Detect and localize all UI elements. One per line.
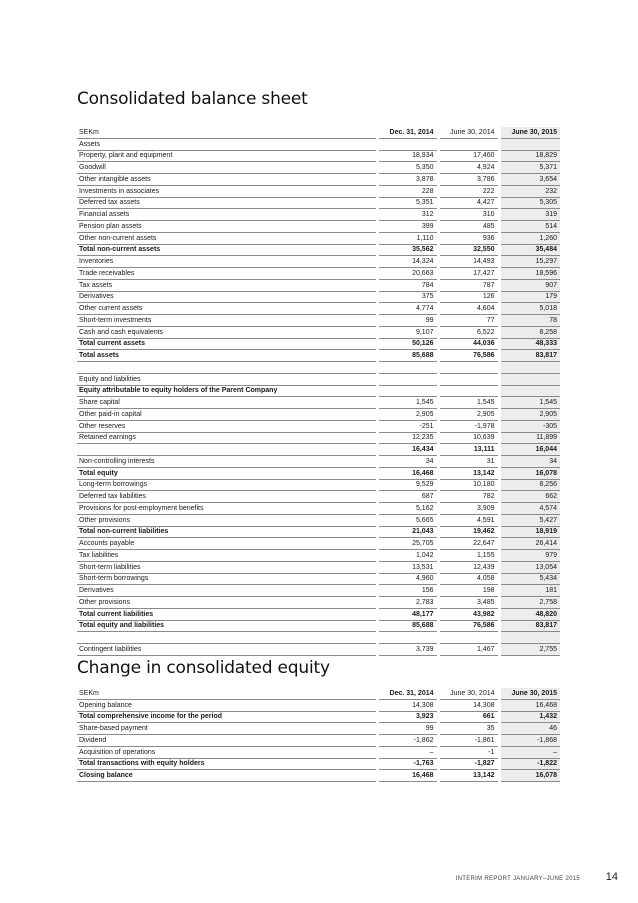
row-value: 78 bbox=[499, 315, 560, 327]
row-label: Equity attributable to equity holders of the Parent Company bbox=[77, 385, 377, 397]
table-row bbox=[77, 138, 560, 150]
row-label: Assets bbox=[77, 138, 377, 150]
row-value: 13,531 bbox=[377, 561, 438, 573]
row-value bbox=[377, 362, 438, 374]
row-label: Share-based payment bbox=[77, 723, 377, 735]
row-value: -1,763 bbox=[377, 758, 438, 770]
table-row bbox=[77, 362, 560, 374]
table-row bbox=[77, 491, 560, 503]
table-row bbox=[77, 550, 560, 562]
row-value: 4,058 bbox=[438, 573, 499, 585]
row-value: 16,078 bbox=[499, 467, 560, 479]
row-value: 17,460 bbox=[438, 150, 499, 162]
table-row bbox=[77, 185, 560, 197]
row-value: 1,260 bbox=[499, 232, 560, 244]
row-value: 661 bbox=[438, 711, 499, 723]
row-value: 12,235 bbox=[377, 432, 438, 444]
row-value: 3,923 bbox=[377, 711, 438, 723]
row-label: Other non-current assets bbox=[77, 232, 377, 244]
row-value: 48,177 bbox=[377, 608, 438, 620]
report-footer: INTERIM REPORT JANUARY–JUNE 2015 bbox=[455, 876, 580, 882]
row-value: 35 bbox=[438, 723, 499, 735]
table-row bbox=[77, 620, 560, 632]
row-value: 228 bbox=[377, 185, 438, 197]
header-period: June 30, 2014 bbox=[438, 688, 499, 699]
row-value: 13,111 bbox=[438, 444, 499, 456]
row-value: 4,604 bbox=[438, 303, 499, 315]
row-value: 2,755 bbox=[499, 644, 560, 656]
table-row bbox=[77, 526, 560, 538]
row-label: Short-term liabilities bbox=[77, 561, 377, 573]
row-value bbox=[377, 373, 438, 385]
table-row bbox=[77, 561, 560, 573]
row-value: 2,905 bbox=[377, 409, 438, 421]
row-label: Equity and liabilities bbox=[77, 373, 377, 385]
row-value: 50,126 bbox=[377, 338, 438, 350]
row-label: Tax liabilities bbox=[77, 550, 377, 562]
row-value: 21,043 bbox=[377, 526, 438, 538]
row-value: 14,324 bbox=[377, 256, 438, 268]
row-value: 18,934 bbox=[377, 150, 438, 162]
table-row bbox=[77, 444, 560, 456]
table-row bbox=[77, 244, 560, 256]
table-row bbox=[77, 409, 560, 421]
row-value: 12,439 bbox=[438, 561, 499, 573]
row-value: 77 bbox=[438, 315, 499, 327]
table-row bbox=[77, 735, 560, 747]
row-value: 35,562 bbox=[377, 244, 438, 256]
row-value: 5,371 bbox=[499, 162, 560, 174]
header-unit: SEKm bbox=[77, 127, 377, 138]
row-value: 19,462 bbox=[438, 526, 499, 538]
row-value: 83,817 bbox=[499, 620, 560, 632]
table-row bbox=[77, 467, 560, 479]
row-value: 2,758 bbox=[499, 597, 560, 609]
row-value: 25,705 bbox=[377, 538, 438, 550]
balance-sheet-table bbox=[77, 127, 560, 656]
row-value: 3,739 bbox=[377, 644, 438, 656]
row-value: 156 bbox=[377, 585, 438, 597]
row-label: Non-controlling interests bbox=[77, 456, 377, 468]
table-row bbox=[77, 326, 560, 338]
row-value: 198 bbox=[438, 585, 499, 597]
table-row bbox=[77, 723, 560, 735]
table-row bbox=[77, 232, 560, 244]
table-row bbox=[77, 585, 560, 597]
table-row bbox=[77, 373, 560, 385]
table-row bbox=[77, 338, 560, 350]
row-value bbox=[438, 373, 499, 385]
header-unit: SEKm bbox=[77, 688, 377, 699]
row-value: 2,905 bbox=[438, 409, 499, 421]
row-value: 232 bbox=[499, 185, 560, 197]
row-label: Pension plan assets bbox=[77, 221, 377, 233]
row-value: 35,484 bbox=[499, 244, 560, 256]
table-row bbox=[77, 711, 560, 723]
row-value: 14,308 bbox=[377, 699, 438, 711]
table-row bbox=[77, 385, 560, 397]
table-row bbox=[77, 209, 560, 221]
row-value: 16,468 bbox=[377, 467, 438, 479]
row-value: 76,586 bbox=[438, 350, 499, 362]
table-row bbox=[77, 150, 560, 162]
row-label: Cash and cash equivalents bbox=[77, 326, 377, 338]
row-label: Deferred tax liabilities bbox=[77, 491, 377, 503]
row-value: 3,878 bbox=[377, 174, 438, 186]
table-row bbox=[77, 514, 560, 526]
row-label: Total current assets bbox=[77, 338, 377, 350]
header-period: June 30, 2014 bbox=[438, 127, 499, 138]
row-label: Financial assets bbox=[77, 209, 377, 221]
row-value: 10,180 bbox=[438, 479, 499, 491]
row-value: -1,822 bbox=[499, 758, 560, 770]
row-label: Total assets bbox=[77, 350, 377, 362]
row-value: 5,018 bbox=[499, 303, 560, 315]
row-value: 5,427 bbox=[499, 514, 560, 526]
row-value: 222 bbox=[438, 185, 499, 197]
row-value: -1 bbox=[438, 746, 499, 758]
row-value: 907 bbox=[499, 279, 560, 291]
row-value: 662 bbox=[499, 491, 560, 503]
row-value: – bbox=[377, 746, 438, 758]
row-label: Tax assets bbox=[77, 279, 377, 291]
row-value: 2,905 bbox=[499, 409, 560, 421]
row-value: 99 bbox=[377, 723, 438, 735]
row-value: 13,142 bbox=[438, 467, 499, 479]
row-value: 3,786 bbox=[438, 174, 499, 186]
balance-sheet-title: Consolidated balance sheet bbox=[77, 89, 308, 109]
row-value: 319 bbox=[499, 209, 560, 221]
row-label: Deferred tax assets bbox=[77, 197, 377, 209]
row-value: 126 bbox=[438, 291, 499, 303]
table-row bbox=[77, 699, 560, 711]
table-row bbox=[77, 350, 560, 362]
row-value: 16,468 bbox=[499, 699, 560, 711]
row-value: 4,574 bbox=[499, 503, 560, 515]
table-row bbox=[77, 644, 560, 656]
row-value: 16,044 bbox=[499, 444, 560, 456]
row-label: Goodwill bbox=[77, 162, 377, 174]
page-number: 14 bbox=[605, 871, 618, 883]
row-value: 375 bbox=[377, 291, 438, 303]
row-label bbox=[77, 632, 377, 644]
row-label: Accounts payable bbox=[77, 538, 377, 550]
header-period: June 30, 2015 bbox=[499, 127, 560, 138]
table-row bbox=[77, 162, 560, 174]
row-value: 16,468 bbox=[377, 770, 438, 782]
row-value: 4,427 bbox=[438, 197, 499, 209]
header-period: Dec. 31, 2014 bbox=[377, 127, 438, 138]
row-value: 10,639 bbox=[438, 432, 499, 444]
row-value: 1,467 bbox=[438, 644, 499, 656]
row-label: Total non-current liabilities bbox=[77, 526, 377, 538]
row-value: 44,036 bbox=[438, 338, 499, 350]
row-label: Closing balance bbox=[77, 770, 377, 782]
row-value: 1,042 bbox=[377, 550, 438, 562]
row-value: -1,827 bbox=[438, 758, 499, 770]
row-value: 85,688 bbox=[377, 620, 438, 632]
row-value: 179 bbox=[499, 291, 560, 303]
row-value: 5,434 bbox=[499, 573, 560, 585]
row-value: -1,861 bbox=[438, 735, 499, 747]
row-value: 34 bbox=[377, 456, 438, 468]
table-row bbox=[77, 770, 560, 782]
row-value: 31 bbox=[438, 456, 499, 468]
table-row bbox=[77, 432, 560, 444]
row-value: 48,820 bbox=[499, 608, 560, 620]
row-label: Other provisions bbox=[77, 514, 377, 526]
row-value: -1,862 bbox=[377, 735, 438, 747]
row-value: 18,829 bbox=[499, 150, 560, 162]
row-label: Total comprehensive income for the period bbox=[77, 711, 377, 723]
row-label bbox=[77, 362, 377, 374]
row-value: 4,591 bbox=[438, 514, 499, 526]
row-value bbox=[499, 632, 560, 644]
row-value: – bbox=[499, 746, 560, 758]
row-value bbox=[499, 373, 560, 385]
row-value: 48,333 bbox=[499, 338, 560, 350]
table-row bbox=[77, 573, 560, 585]
row-label: Derivatives bbox=[77, 291, 377, 303]
row-value: 46 bbox=[499, 723, 560, 735]
row-value: 784 bbox=[377, 279, 438, 291]
row-value: 16,434 bbox=[377, 444, 438, 456]
row-value: 782 bbox=[438, 491, 499, 503]
row-value: 399 bbox=[377, 221, 438, 233]
row-value: 76,586 bbox=[438, 620, 499, 632]
row-label: Other current assets bbox=[77, 303, 377, 315]
row-value: 687 bbox=[377, 491, 438, 503]
row-value: 4,924 bbox=[438, 162, 499, 174]
row-value: 1,545 bbox=[377, 397, 438, 409]
row-value: 485 bbox=[438, 221, 499, 233]
row-value: 16,078 bbox=[499, 770, 560, 782]
table-row bbox=[77, 538, 560, 550]
row-value bbox=[438, 385, 499, 397]
row-value: 1,545 bbox=[438, 397, 499, 409]
row-value: 85,688 bbox=[377, 350, 438, 362]
table-row bbox=[77, 479, 560, 491]
row-value bbox=[377, 632, 438, 644]
row-value: 14,308 bbox=[438, 699, 499, 711]
row-label: Other reserves bbox=[77, 420, 377, 432]
row-value: 312 bbox=[377, 209, 438, 221]
row-value: 5,305 bbox=[499, 197, 560, 209]
row-value: 34 bbox=[499, 456, 560, 468]
row-label: Total current liabilities bbox=[77, 608, 377, 620]
row-label: Dividend bbox=[77, 735, 377, 747]
row-label: Other provisions bbox=[77, 597, 377, 609]
row-value: 14,493 bbox=[438, 256, 499, 268]
table-row bbox=[77, 197, 560, 209]
table-header-row bbox=[77, 127, 560, 138]
row-value: 5,350 bbox=[377, 162, 438, 174]
row-label: Share capital bbox=[77, 397, 377, 409]
table-row bbox=[77, 268, 560, 280]
table-row bbox=[77, 420, 560, 432]
table-row bbox=[77, 221, 560, 233]
row-label: Long-term borrowings bbox=[77, 479, 377, 491]
row-value bbox=[499, 362, 560, 374]
row-value: 310 bbox=[438, 209, 499, 221]
row-value: 13,054 bbox=[499, 561, 560, 573]
row-label: Inventories bbox=[77, 256, 377, 268]
table-row bbox=[77, 256, 560, 268]
row-value: 787 bbox=[438, 279, 499, 291]
row-value: 9,107 bbox=[377, 326, 438, 338]
row-label: Total non-current assets bbox=[77, 244, 377, 256]
row-value: 514 bbox=[499, 221, 560, 233]
row-value: 2,783 bbox=[377, 597, 438, 609]
row-value bbox=[438, 362, 499, 374]
row-value: 4,960 bbox=[377, 573, 438, 585]
row-value: 3,485 bbox=[438, 597, 499, 609]
row-value: 3,654 bbox=[499, 174, 560, 186]
row-label: Total equity and liabilities bbox=[77, 620, 377, 632]
table-row bbox=[77, 503, 560, 515]
row-value: 6,522 bbox=[438, 326, 499, 338]
row-value: 13,142 bbox=[438, 770, 499, 782]
row-value: 8,256 bbox=[499, 479, 560, 491]
table-row bbox=[77, 456, 560, 468]
row-label bbox=[77, 444, 377, 456]
table-row bbox=[77, 746, 560, 758]
table-row bbox=[77, 608, 560, 620]
row-value: 26,414 bbox=[499, 538, 560, 550]
table-row bbox=[77, 597, 560, 609]
row-value: -251 bbox=[377, 420, 438, 432]
row-value bbox=[377, 385, 438, 397]
header-period: June 30, 2015 bbox=[499, 688, 560, 699]
table-row bbox=[77, 758, 560, 770]
row-value bbox=[499, 138, 560, 150]
row-value: 83,817 bbox=[499, 350, 560, 362]
row-label: Contingent liabilities bbox=[77, 644, 377, 656]
table-row bbox=[77, 315, 560, 327]
row-value: 1,432 bbox=[499, 711, 560, 723]
row-value: 4,774 bbox=[377, 303, 438, 315]
row-value: 32,550 bbox=[438, 244, 499, 256]
row-label: Opening balance bbox=[77, 699, 377, 711]
row-value: -1,978 bbox=[438, 420, 499, 432]
table-row bbox=[77, 397, 560, 409]
row-value: 181 bbox=[499, 585, 560, 597]
table-row bbox=[77, 632, 560, 644]
row-value bbox=[377, 138, 438, 150]
row-label: Short-term investments bbox=[77, 315, 377, 327]
row-label: Derivatives bbox=[77, 585, 377, 597]
row-label: Other intangible assets bbox=[77, 174, 377, 186]
row-label: Provisions for post-employment benefits bbox=[77, 503, 377, 515]
row-value: 1,545 bbox=[499, 397, 560, 409]
row-value: 99 bbox=[377, 315, 438, 327]
table-row bbox=[77, 291, 560, 303]
table-header-row bbox=[77, 688, 560, 699]
table-row bbox=[77, 279, 560, 291]
row-label: Property, plant and equipment bbox=[77, 150, 377, 162]
row-value: -305 bbox=[499, 420, 560, 432]
row-value: 1,155 bbox=[438, 550, 499, 562]
row-value: 18,919 bbox=[499, 526, 560, 538]
change-in-equity-title: Change in consolidated equity bbox=[77, 658, 330, 678]
row-value: 22,647 bbox=[438, 538, 499, 550]
row-value: 5,351 bbox=[377, 197, 438, 209]
row-value: 5,162 bbox=[377, 503, 438, 515]
row-label: Retained earnings bbox=[77, 432, 377, 444]
row-value bbox=[438, 138, 499, 150]
row-value: 20,663 bbox=[377, 268, 438, 280]
row-label: Short-term borrowings bbox=[77, 573, 377, 585]
row-value: -1,868 bbox=[499, 735, 560, 747]
row-label: Total transactions with equity holders bbox=[77, 758, 377, 770]
row-label: Investments in associates bbox=[77, 185, 377, 197]
row-value: 1,110 bbox=[377, 232, 438, 244]
row-value: 18,596 bbox=[499, 268, 560, 280]
row-value: 3,909 bbox=[438, 503, 499, 515]
row-value: 5,665 bbox=[377, 514, 438, 526]
row-label: Other paid-in capital bbox=[77, 409, 377, 421]
row-value: 8,258 bbox=[499, 326, 560, 338]
row-value: 9,529 bbox=[377, 479, 438, 491]
row-label: Acquisition of operations bbox=[77, 746, 377, 758]
table-row bbox=[77, 303, 560, 315]
table-row bbox=[77, 174, 560, 186]
change-in-equity-table bbox=[77, 688, 560, 782]
row-value bbox=[438, 632, 499, 644]
row-value bbox=[499, 385, 560, 397]
row-value: 17,427 bbox=[438, 268, 499, 280]
row-value: 936 bbox=[438, 232, 499, 244]
header-period: Dec. 31, 2014 bbox=[377, 688, 438, 699]
row-label: Trade receivables bbox=[77, 268, 377, 280]
row-value: 43,982 bbox=[438, 608, 499, 620]
row-value: 979 bbox=[499, 550, 560, 562]
row-value: 11,899 bbox=[499, 432, 560, 444]
row-value: 15,297 bbox=[499, 256, 560, 268]
row-label: Total equity bbox=[77, 467, 377, 479]
